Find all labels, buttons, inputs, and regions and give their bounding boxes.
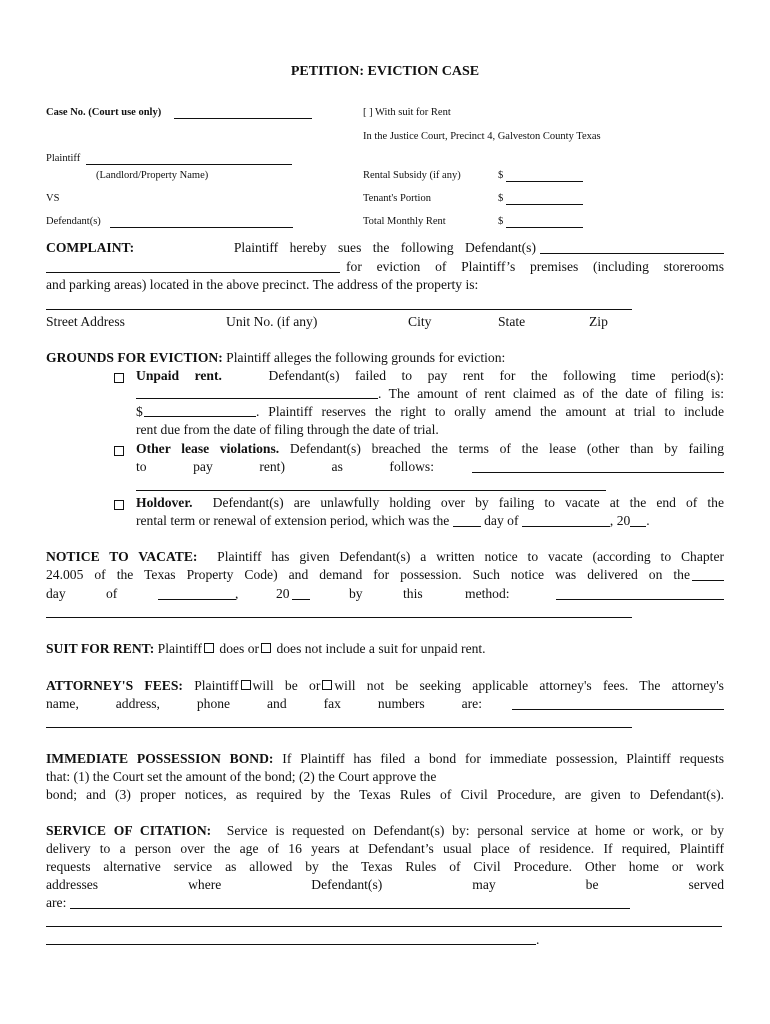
notice-method-field-2[interactable]: [46, 617, 632, 618]
notice-day-label: day: [46, 586, 66, 601]
suit-does-not-checkbox[interactable]: [261, 643, 271, 653]
notice-l1: NOTICE TO VACATE: Plaintiff has given Defendant(s) a written notice to vacate (according to Chapter: [46, 549, 725, 564]
tenant-portion-label: Tenant's Portion: [363, 193, 431, 204]
fees-l1: ATTORNEY'S FEES: Plaintiff will be or will not be seeking applicable attorney's fees. The attorney's: [46, 678, 724, 693]
notice-month-field[interactable]: [158, 599, 236, 600]
notice-this-label: this: [403, 586, 423, 601]
other-violations-field[interactable]: [472, 472, 724, 473]
holdover-checkbox[interactable]: [114, 500, 124, 510]
other-violations-checkbox[interactable]: [114, 446, 124, 456]
service-heading: SERVICE OF CITATION:: [46, 823, 212, 838]
suit-does-checkbox[interactable]: [204, 643, 214, 653]
service-address-field-3[interactable]: [46, 944, 536, 945]
bond-heading: IMMEDIATE POSSESSION BOND:: [46, 751, 274, 766]
rental-subsidy-label: Rental Subsidy (if any): [363, 170, 461, 181]
grounds-line: [46, 349, 505, 367]
tenant-portion-field[interactable]: [506, 204, 583, 205]
service-l4: addresses where Defendant(s) may be served: [46, 877, 724, 892]
complaint-line1: [46, 239, 536, 257]
fees-will-checkbox[interactable]: [241, 680, 251, 690]
service-l3: requests alternative service as allowed by the Texas Rules of Civil Procedure. Other home or work: [46, 859, 724, 874]
dollar-sign: $: [498, 170, 504, 181]
unpaid-amount-field[interactable]: [144, 416, 256, 417]
complaint-text: Plaintiff hereby sues the following Defendant(s): [233, 240, 536, 255]
complaint-defendants-field[interactable]: [540, 253, 724, 254]
service-end-period: .: [536, 932, 540, 947]
suit-heading: SUIT FOR RENT:: [46, 641, 155, 656]
fees-l2: name, address, phone and fax numbers are:: [46, 696, 482, 711]
holdover-title: Holdover.: [136, 495, 193, 510]
other-violations-l2: to pay rent) as follows:: [136, 459, 434, 474]
notice-of-label: of: [106, 586, 118, 601]
other-violations-l1: Other lease violations. Defendant(s) breached the terms of the lease (other than by failing: [136, 441, 724, 456]
plaintiff-sublabel: (Landlord/Property Name): [96, 170, 209, 181]
complaint-line3: and parking areas) located in the above precinct. The address of the property is:: [46, 277, 479, 292]
court-name: In the Justice Court, Precinct 4, Galveston County Texas: [363, 131, 601, 142]
service-l5: are:: [46, 895, 67, 910]
other-violations-field-2[interactable]: [136, 490, 606, 491]
case-no-field[interactable]: [174, 118, 312, 119]
notice-day-field[interactable]: [692, 580, 724, 581]
notice-l2: 24.005 of the Texas Property Code) and demand for possession. Such notice was delivered on the: [46, 567, 690, 582]
rental-subsidy-field[interactable]: [506, 181, 583, 182]
service-l1: SERVICE OF CITATION: Service is requested on Defendant(s) by: personal service at home or work, or by: [46, 823, 725, 838]
total-rent-field[interactable]: [506, 227, 583, 228]
state-label: State: [498, 314, 526, 329]
service-address-field[interactable]: [70, 908, 630, 909]
zip-label: Zip: [589, 314, 608, 329]
complaint-defendants-field-2[interactable]: [46, 272, 340, 273]
unpaid-title: Unpaid rent.: [136, 368, 222, 383]
notice-heading: NOTICE TO VACATE:: [46, 549, 198, 564]
unpaid-rent-checkbox[interactable]: [114, 373, 124, 383]
holdover-month-field[interactable]: [522, 514, 610, 527]
unit-no-label: Unit No. (if any): [226, 314, 318, 329]
page-title: PETITION: EVICTION CASE: [290, 64, 480, 79]
unpaid-dollar: $: [136, 404, 143, 419]
dollar-sign: $: [498, 193, 504, 204]
attorney-info-field[interactable]: [512, 709, 724, 710]
plaintiff-field[interactable]: [86, 164, 292, 165]
plaintiff-label: Plaintiff: [46, 153, 81, 164]
bond-l3: bond; and (3) proper notices, as required by the Texas Rules of Civil Procedure, are given to Defendant(s).: [46, 787, 724, 802]
holdover-l2: rental term or renewal of extension period, which was the day of , 20 .: [136, 513, 650, 528]
fees-will-not-checkbox[interactable]: [322, 680, 332, 690]
other-title: Other lease violations.: [136, 441, 280, 456]
fees-heading: ATTORNEY'S FEES:: [46, 678, 183, 693]
notice-comma: ,: [235, 586, 239, 601]
service-l2: delivery to a person over the age of 16 years at Defendant’s usual place of residence. If required, Plaintiff: [46, 841, 724, 856]
dollar-sign: $: [498, 216, 504, 227]
with-suit-for-rent[interactable]: [ ] With suit for Rent: [363, 107, 451, 118]
notice-20-label: 20: [276, 586, 290, 601]
unpaid-period-field[interactable]: [136, 398, 378, 399]
grounds-heading: GROUNDS FOR EVICTION:: [46, 350, 223, 365]
holdover-l1: Holdover. Defendant(s) are unlawfully holding over by failing to vacate at the end of the: [136, 495, 725, 510]
defendants-field[interactable]: [110, 227, 293, 228]
unpaid-rent-l4: rent due from the date of filing through the date of trial.: [136, 422, 439, 437]
unpaid-rent-l2: . The amount of rent claimed as of the date of filing is:: [378, 386, 724, 401]
unpaid-rent-l1: Unpaid rent. Defendant(s) failed to pay rent for the following time period(s):: [136, 368, 724, 383]
notice-method-label: method:: [465, 586, 510, 601]
total-rent-label: Total Monthly Rent: [363, 216, 446, 227]
complaint-heading: COMPLAINT:: [46, 240, 135, 255]
holdover-year-field[interactable]: [630, 514, 646, 527]
case-no-label: Case No. (Court use only): [46, 107, 162, 118]
attorney-info-field-2[interactable]: [46, 727, 632, 728]
bond-l2: that: (1) the Court set the amount of the bond; (2) the Court approve the: [46, 769, 437, 784]
property-address-field[interactable]: [46, 309, 632, 310]
notice-method-field[interactable]: [556, 599, 724, 600]
complaint-line2: for eviction of Plaintiff’s premises (including storerooms: [346, 259, 724, 274]
notice-year-field[interactable]: [292, 599, 310, 600]
grounds-intro: Plaintiff alleges the following grounds for eviction:: [226, 350, 506, 365]
service-address-field-2[interactable]: [46, 926, 722, 927]
city-label: City: [408, 314, 432, 329]
street-address-label: Street Address: [46, 314, 125, 329]
suit-line: SUIT FOR RENT: Plaintiff does or does not include a suit for unpaid rent.: [46, 641, 486, 656]
notice-by-label: by: [349, 586, 363, 601]
vs-label: VS: [46, 193, 60, 204]
holdover-day-field[interactable]: [453, 514, 481, 527]
defendants-label: Defendant(s): [46, 216, 101, 227]
unpaid-rent-l3: . Plaintiff reserves the right to orally amend the amount at trial to include: [256, 404, 724, 419]
bond-l1: IMMEDIATE POSSESSION BOND: If Plaintiff has filed a bond for immediate possession, Plaintiff requests: [46, 751, 725, 766]
